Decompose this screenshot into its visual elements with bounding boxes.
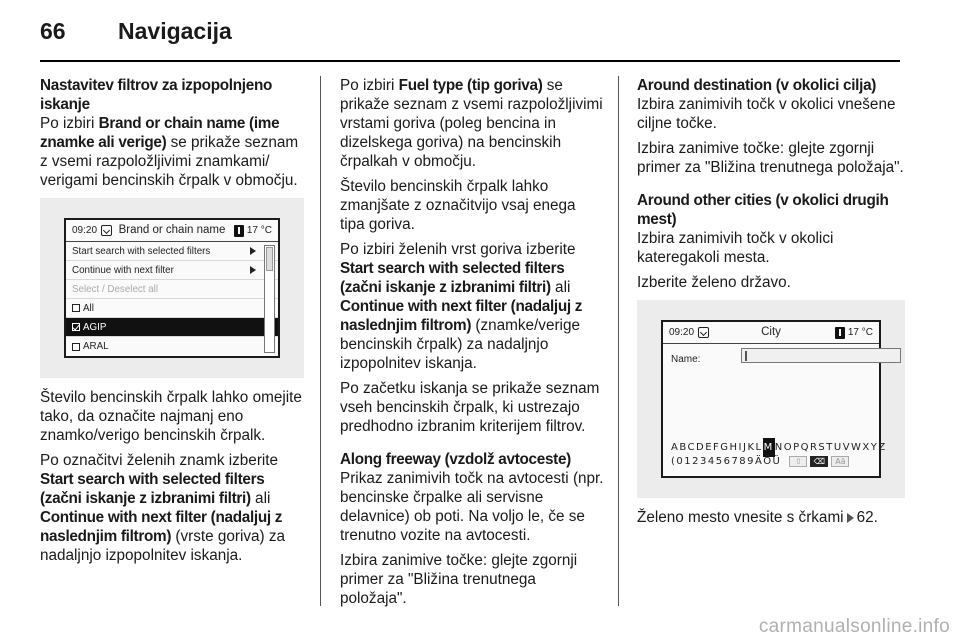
text: se prikaže seznam z vsemi razpoložljivimi znamkami/ verigami bencinskih črpalk v območju. xyxy=(40,134,299,189)
display-screen xyxy=(661,320,887,478)
paragraph: Po označitvi želenih znamk izberite Start search with selected filters (začni iskanje z izbranimi filtri) ali Continue with next filter (nadaljuj z naslednjim filtrom) (vrste goriva) za nadaljnjo izpopolnitev iskanja. xyxy=(40,452,286,564)
status-bar xyxy=(663,322,879,344)
subheading: Around destination (v okolici cilja) xyxy=(637,77,877,94)
temperature xyxy=(234,221,272,240)
scrollbar[interactable] xyxy=(264,245,275,353)
keyboard-tools xyxy=(789,456,849,467)
scroll-thumb[interactable] xyxy=(266,247,273,271)
subheading: Around other cities (v okolici drugih mest) xyxy=(637,192,889,228)
clock: 09:20 xyxy=(669,327,695,338)
section-title: Navigacija xyxy=(118,18,232,44)
menu-item-aral[interactable]: ARAL xyxy=(66,337,278,356)
screen-illustration xyxy=(637,300,905,498)
screen-illustration xyxy=(40,198,304,378)
checkbox-checked-icon xyxy=(72,323,80,331)
thermometer-icon xyxy=(835,327,845,339)
screen-title: City xyxy=(761,326,781,338)
paragraph: Izbira zanimive točke: glejte zgornji primer za "Bližina trenutnega položaja". xyxy=(637,140,904,176)
name-label: Name: xyxy=(671,354,701,365)
backspace-icon[interactable]: ⌫ xyxy=(810,456,828,467)
subheading: Nastavitev filtrov za izpopolnjeno iskanje xyxy=(40,77,273,113)
menu-term: Fuel type (tip goriva) xyxy=(398,77,543,94)
menu-term: Brand or chain name (ime znamke ali verige) xyxy=(40,115,280,151)
page-header xyxy=(40,18,900,58)
menu-item-start-search[interactable]: Start search with selected filters xyxy=(66,242,278,261)
speller-keyboard[interactable] xyxy=(671,440,887,468)
paragraph xyxy=(40,114,304,190)
selected-key[interactable]: M xyxy=(763,438,775,457)
paragraph: Število bencinskih črpalk lahko omejite tako, da označite najmanj eno znamko/verigo bencinskih črpalk. xyxy=(40,389,302,444)
menu-item-continue-next-filter[interactable]: Continue with next filter xyxy=(66,261,278,280)
page-reference-icon xyxy=(847,513,854,523)
temperature-value: 17 °C xyxy=(246,225,272,236)
paragraph: Izberite želeno državo. xyxy=(637,274,791,291)
paragraph: Število bencinskih črpalk lahko zmanjšate z označitvijo vsaj enega tipa goriva. xyxy=(340,178,576,233)
menu-term: Continue with next filter (nadaljuj z naslednjim filtrom) xyxy=(340,298,583,334)
menu-item-all[interactable]: All xyxy=(66,299,278,318)
column-3 xyxy=(637,76,905,533)
subheading: Along freeway (vzdolž avtoceste) xyxy=(340,451,571,468)
menu-item-agip[interactable]: AGIP xyxy=(66,318,278,337)
temperature xyxy=(835,323,873,342)
status-bar xyxy=(66,220,278,242)
navigation-icon xyxy=(101,225,112,236)
header-rule xyxy=(40,60,900,62)
text: Po izbiri xyxy=(40,115,99,132)
paragraph: Izbira zanimivih točk v okolici vnešene ciljne točke. xyxy=(637,96,896,132)
paragraph: Po izbiri želenih vrst goriva izberite Start search with selected filters (začni iskanje z izbranimi filtri) ali Continue with next filter (nadaljuj z naslednjim filtrom) (znamke/verige bencinskih črpalk) za nadaljnjo izpopolnitev iskanja. xyxy=(340,241,583,372)
column-divider xyxy=(320,76,321,606)
clock: 09:20 xyxy=(72,225,98,236)
display-screen xyxy=(64,218,280,358)
column-1 xyxy=(40,76,304,571)
screen-title: Brand or chain name xyxy=(118,224,226,236)
paragraph: Po izbiri Fuel type (tip goriva) se prikaže seznam z vsemi razpoložljivimi vrstami goriva (poleg bencina in dizelskega goriva) na bencinskih črpalkah v območju. xyxy=(340,77,603,170)
menu-item-select-deselect-all[interactable]: Select / Deselect all xyxy=(66,280,278,299)
paragraph: Želeno mesto vnesite s črkami 62. xyxy=(637,509,878,526)
column-divider xyxy=(618,76,619,606)
chevron-right-icon xyxy=(250,247,256,255)
keyboard-row-digits[interactable]: (0123456789ÄÖÜ ⇧ ⌫ Aä xyxy=(671,454,871,468)
paragraph: Izbira zanimive točke: glejte zgornji primer za "Bližina trenutnega položaja". xyxy=(340,552,578,607)
page-reference[interactable]: 62. xyxy=(856,509,878,526)
page-number: 66 xyxy=(40,18,66,44)
case-toggle-icon[interactable]: Aä xyxy=(831,456,849,467)
shift-icon[interactable]: ⇧ xyxy=(789,456,807,467)
checkbox-icon xyxy=(72,343,80,351)
paragraph: Prikaz zanimivih točk na avtocesti (npr. bencinske črpalke ali servisne delavnice) ob poti. Na voljo le, če se trenutno vozite na avtocesti. xyxy=(340,470,604,544)
chevron-right-icon xyxy=(250,266,256,274)
menu-term: Continue with next filter (nadaljuj z naslednjim filtrom) xyxy=(40,509,283,545)
thermometer-icon xyxy=(234,225,244,237)
navigation-icon xyxy=(698,327,709,338)
paragraph: Po začetku iskanja se prikaže seznam vseh bencinskih črpalk, ki ustrezajo predhodno izbranim kriterijem filtrov. xyxy=(340,380,600,435)
paragraph: Izbira zanimivih točk v okolici kateregakoli mesta. xyxy=(637,230,834,266)
keyboard-row-letters[interactable]: ABCDEFGHIJKL M NOPQRSTUVWXYZ xyxy=(671,440,871,454)
checkbox-icon xyxy=(72,304,80,312)
watermark: carmanualsonline.info xyxy=(758,616,950,637)
column-2 xyxy=(340,76,604,614)
menu-list xyxy=(66,242,278,356)
name-input[interactable] xyxy=(741,348,901,363)
temperature-value: 17 °C xyxy=(847,327,873,338)
city-entry xyxy=(663,344,887,476)
menu-term: Start search with selected filters (začni iskanje z izbranimi filtri) xyxy=(340,260,565,296)
menu-term: Start search with selected filters (začni iskanje z izbranimi filtri) xyxy=(40,471,265,507)
